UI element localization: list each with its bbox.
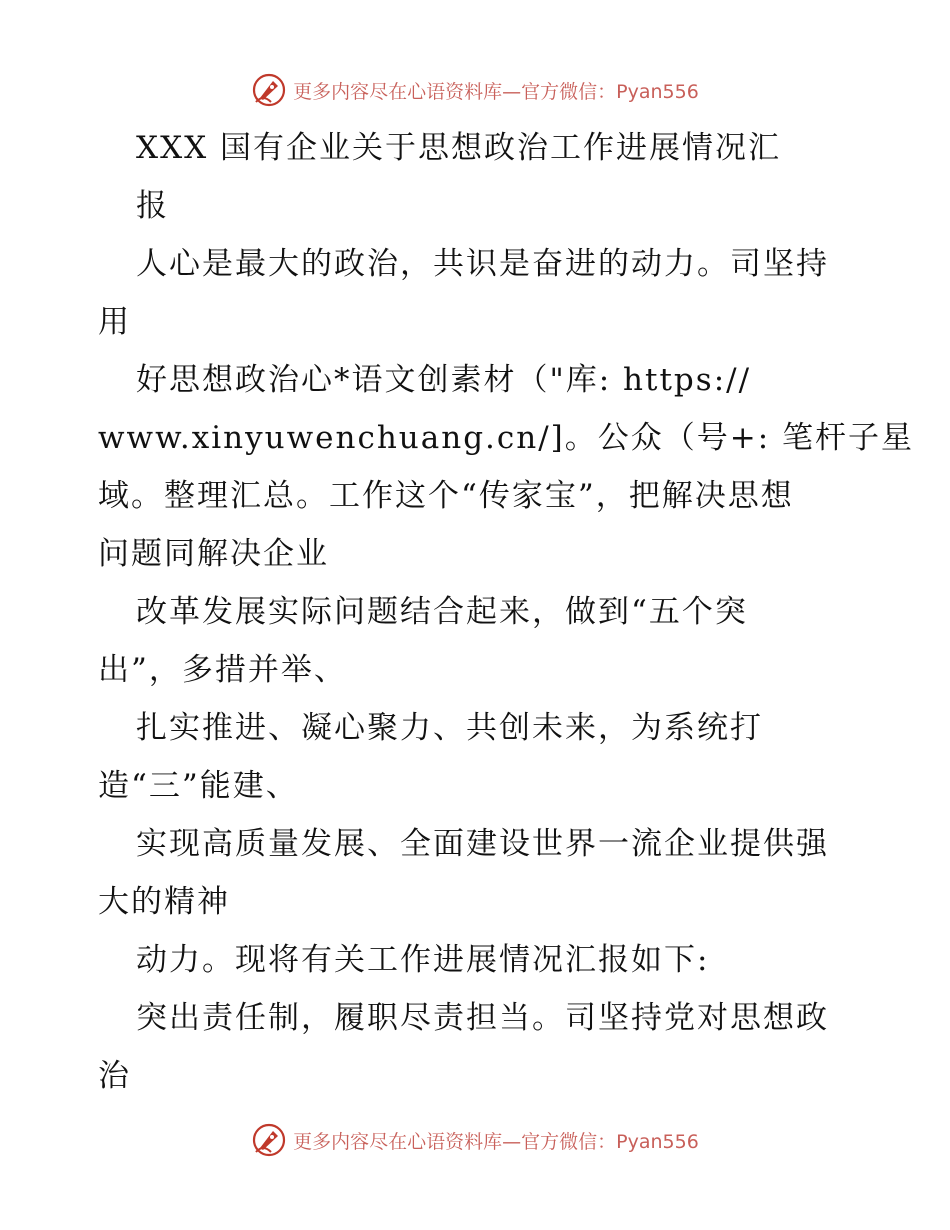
paragraph-line: 问题同解决企业 xyxy=(98,536,329,572)
paragraph-line: 实现高质量发展、全面建设世界一流企业提供强 xyxy=(136,826,829,862)
paragraph-line: 人心是最大的政治，共识是奋进的动力。司坚持 xyxy=(136,246,829,282)
footer-banner xyxy=(0,1120,950,1160)
paragraph-line: 扎实推进、凝心聚力、共创未来，为系统打 xyxy=(136,710,763,746)
pen-nib-logo-icon xyxy=(251,72,287,108)
title-line-continued: 报 xyxy=(136,188,169,224)
paragraph-line: www.xinyuwenchuang.cn/]。公众（号+: 笔杆子星 xyxy=(98,420,915,456)
paragraph-line: 用 xyxy=(98,304,131,340)
paragraph-line: 动力。现将有关工作进展情况汇报如下: xyxy=(136,942,710,978)
paragraph-line: 出”，多措并举、 xyxy=(98,652,347,688)
paragraph-line: 治 xyxy=(98,1058,131,1094)
paragraph-line: 突出责任制，履职尽责担当。司坚持党对思想政 xyxy=(136,1000,829,1036)
paragraph-line: 大的精神 xyxy=(98,884,230,920)
header-banner-text: 更多内容尽在心语资料库—官方微信：Pyan556 xyxy=(293,80,699,103)
paragraph-line: 域。整理汇总。工作这个“传家宝”，把解决思想 xyxy=(98,478,794,514)
document-body xyxy=(98,122,915,1108)
paragraph-line: 改革发展实际问题结合起来，做到“五个突 xyxy=(136,594,748,630)
title-line: XXX 国有企业关于思想政治工作进展情况汇 xyxy=(136,130,782,166)
footer-banner-text: 更多内容尽在心语资料库—官方微信：Pyan556 xyxy=(293,1130,699,1153)
paragraph-line: 好思想政治心*语文创素材（"库: https:// xyxy=(136,362,752,398)
pen-nib-logo-icon xyxy=(251,1122,287,1158)
paragraph-line: 造“三”能建、 xyxy=(98,768,299,804)
header-banner xyxy=(0,70,950,110)
